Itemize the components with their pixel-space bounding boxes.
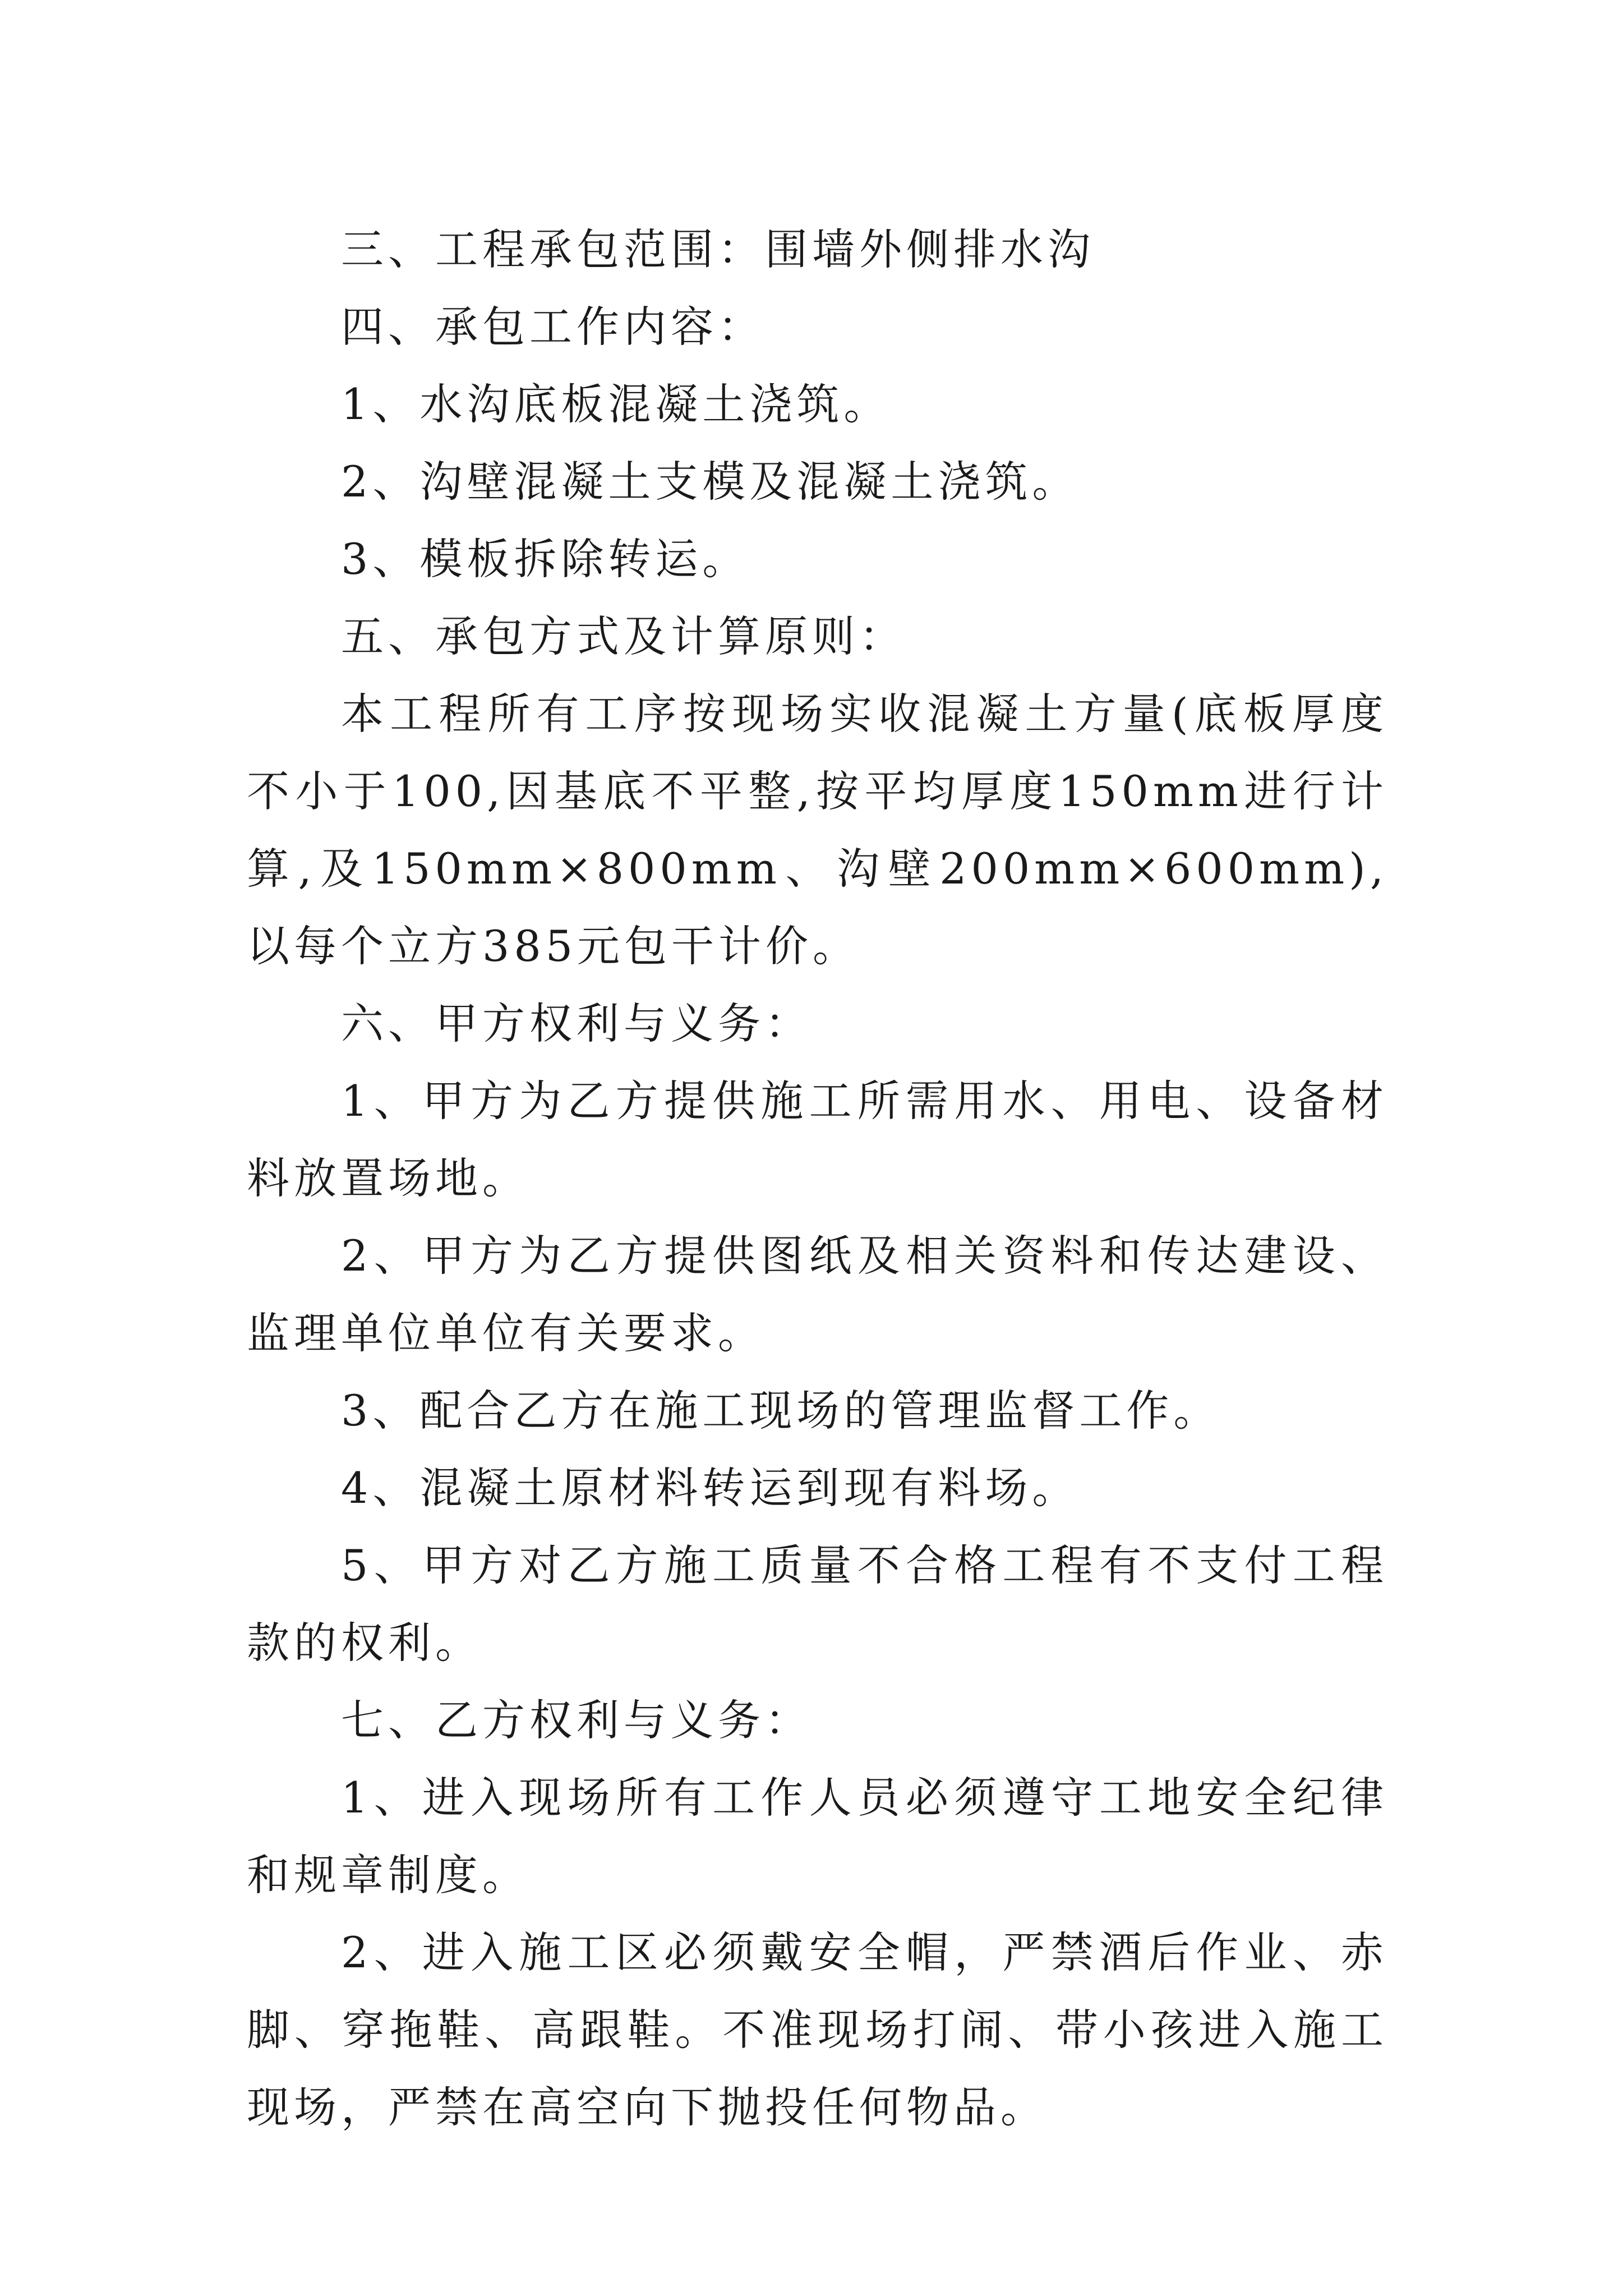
section-heading-contract-method: 五、承包方式及计算原则： xyxy=(341,611,906,661)
section-heading-scope: 三、工程承包范围：围墙外侧排水沟 xyxy=(341,224,1095,274)
list-item: 4、混凝土原材料转运到现有料场。 xyxy=(341,1463,1080,1513)
section-heading-party-a: 六、甲方权利与义务： xyxy=(341,999,812,1048)
section-heading-party-b: 七、乙方权利与义务： xyxy=(341,1695,812,1745)
list-item: 2、甲方为乙方提供图纸及相关资料和传达建设、监理单位单位有关要求。 xyxy=(247,1231,1388,1358)
section-heading-work-content: 四、承包工作内容： xyxy=(341,302,765,352)
document-body xyxy=(247,211,1388,2146)
list-item: 3、配合乙方在施工现场的管理监督工作。 xyxy=(341,1386,1221,1435)
list-item: 5、甲方对乙方施工质量不合格工程有不支付工程款的权利。 xyxy=(247,1540,1388,1668)
body-paragraph: 本工程所有工序按现场实收混凝土方量(底板厚度不小于100,因基底不平整,按平均厚度150mm进行计算,及150mm×800mm、沟壁200mm×600mm),以每个立方385元包干计价。 xyxy=(247,689,1388,971)
list-item: 1、水沟底板混凝土浇筑。 xyxy=(341,379,891,429)
list-item: 3、模板拆除转运。 xyxy=(341,534,750,584)
list-item: 2、进入施工区必须戴安全帽，严禁酒后作业、赤脚、穿拖鞋、高跟鞋。不准现场打闹、带小孩进入施工现场，严禁在高空向下抛投任何物品。 xyxy=(247,1927,1388,2132)
list-item: 1、进入现场所有工作人员必须遵守工地安全纪律和规章制度。 xyxy=(247,1773,1388,1900)
list-item: 2、沟壁混凝土支模及混凝土浇筑。 xyxy=(341,457,1080,507)
list-item: 1、甲方为乙方提供施工所需用水、用电、设备材料放置场地。 xyxy=(247,1076,1388,1203)
